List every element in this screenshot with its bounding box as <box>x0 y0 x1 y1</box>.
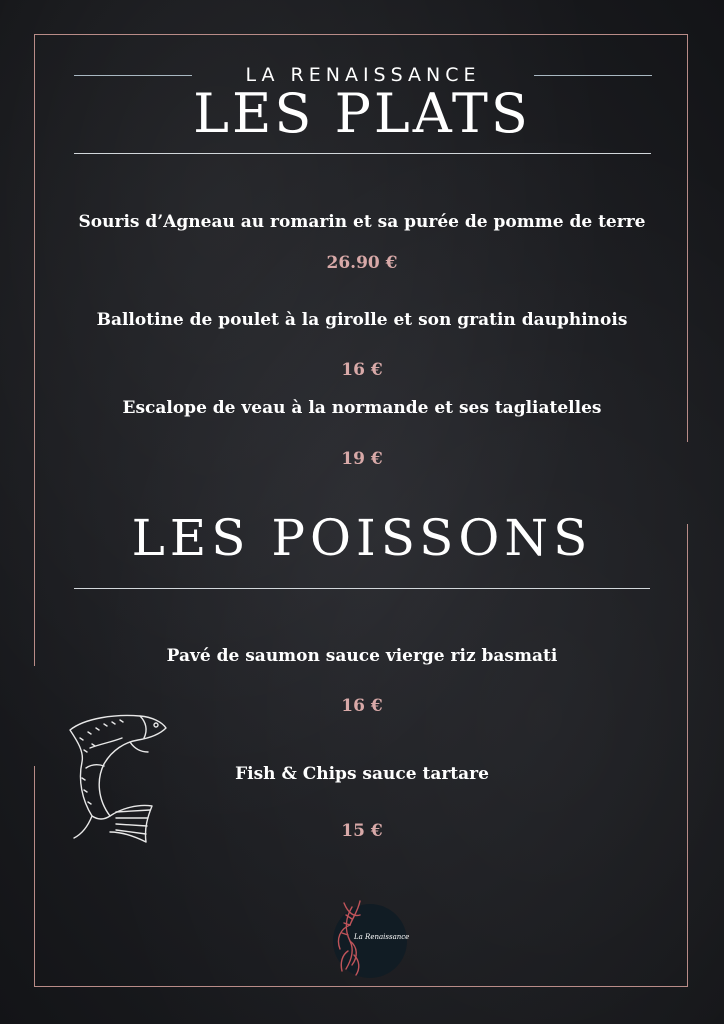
frame-bottom-line <box>34 986 688 987</box>
brand-left-rule <box>74 75 192 76</box>
restaurant-logo <box>330 895 410 981</box>
frame-left-line-lower <box>34 766 35 987</box>
menu-item-name: Souris d’Agneau au romarin et sa purée de pomme de terre <box>78 212 646 232</box>
frame-top-line <box>34 34 688 35</box>
section-divider <box>74 588 650 589</box>
menu-item-name: Pavé de saumon sauce vierge riz basmati <box>166 646 558 666</box>
menu-item-name: Fish & Chips sauce tartare <box>235 764 489 784</box>
section-title-poissons: LES POISSONS <box>131 509 593 567</box>
menu-item-price: 19 € <box>341 449 383 469</box>
section-divider <box>74 153 651 154</box>
fish-illustration-icon <box>60 708 170 848</box>
menu-item-price: 26.90 € <box>326 253 398 273</box>
menu-item-name: Escalope de veau à la normande et ses tagliatelles <box>122 398 602 418</box>
brand-right-rule <box>534 75 652 76</box>
frame-right-line-lower <box>687 524 688 987</box>
logo-text: La Renaissance <box>354 933 410 941</box>
section-title-plats: LES PLATS <box>193 82 531 145</box>
menu-item-price: 15 € <box>341 821 383 841</box>
menu-item-price: 16 € <box>341 360 383 380</box>
restaurant-name: LA RENAISSANCE <box>245 64 481 86</box>
menu-item-price: 16 € <box>341 696 383 716</box>
menu-item-name: Ballotine de poulet à la girolle et son gratin dauphinois <box>96 310 628 330</box>
